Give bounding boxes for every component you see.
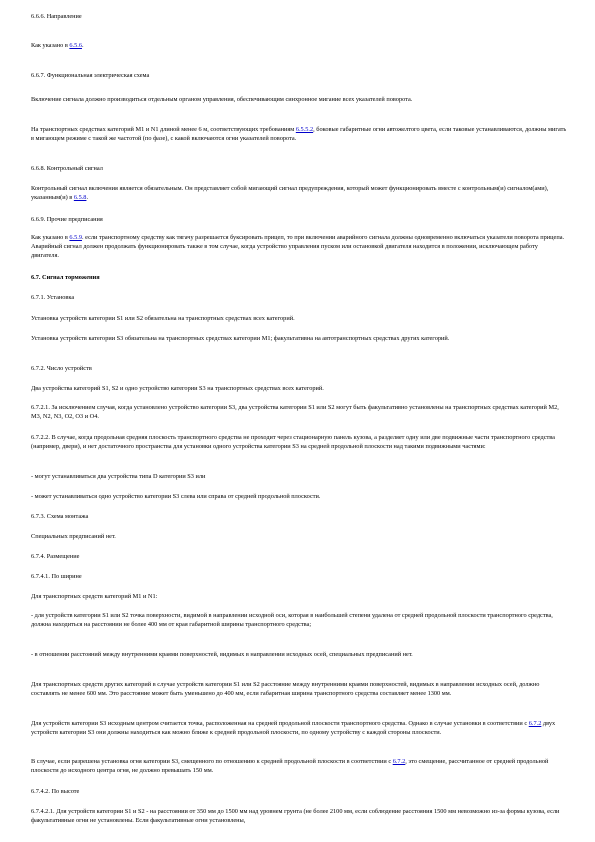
- paragraph-1: Как указано в 6.5.6.: [31, 42, 84, 49]
- paragraph-10: 6.7.1. Установка: [31, 294, 75, 301]
- paragraph-6: Контрольный сигнал включения является обязательным. Он представляет собой мигающий сигнал предупреждения, который может функционировать вместе с контрольным(и) сигналом(ами), указанным(и) в 6.5.8.: [31, 185, 549, 202]
- section-link[interactable]: 6.5.8: [73, 194, 87, 202]
- paragraph-12: Установка устройств категории S3 обязательна на транспортных средствах категории M1; факультативна на автотранспортных средствах других категорий.: [31, 335, 450, 342]
- paragraph-25: - в отношении расстояний между внутренними краями поверхностей, видимых в направлении исходных осей, специальных предписаний нет.: [31, 651, 413, 658]
- paragraph-5: 6.6.8. Контрольный сигнал: [31, 165, 103, 172]
- section-link[interactable]: 6.7.2: [392, 758, 406, 765]
- paragraph-7: 6.6.9. Прочие предписания: [31, 216, 103, 223]
- paragraph-2: 6.6.7. Функциональная электрическая схема: [31, 72, 150, 79]
- paragraph-21: 6.7.4. Размещение: [31, 553, 80, 560]
- paragraph-13: 6.7.2. Число устройств: [31, 365, 92, 372]
- paragraph-9: 6.7. Сигнал торможения: [31, 274, 100, 281]
- section-link[interactable]: 6.5.5.2: [295, 126, 314, 133]
- paragraph-27: Для устройств категории S3 исходным центром считается точка, расположенная на средней продольной плоскости транспортного средства. Однако в случае установки в соответствии с 6.7.2 двух устройств категории S3 они должны находиться как можно ближе к средней продольной плоскости, по одному устройству с каждой стороны плоскости.: [31, 720, 556, 737]
- section-link[interactable]: 6.7.2: [528, 720, 542, 727]
- paragraph-28: В случае, если разрешена установка огня категории S3, смещенного по отношению к средней продольной плоскости в соответствии с 6.7.2, это смещение, рассчитанное от средней продольной плоскости до исходного центра огня, не должно превышать 150 мм.: [31, 758, 549, 775]
- paragraph-24: - для устройств категории S1 или S2 точка поверхности, видимой в направлении исходной оси, которая в наибольшей степени удалена от средней продольной плоскости транспортного средства, должна находиться на расстоянии не более 400 мм от края габаритной ширины транспортного средства;: [31, 612, 553, 629]
- paragraph-29: 6.7.4.2. По высоте: [31, 788, 80, 795]
- section-link[interactable]: 6.5.6: [69, 42, 82, 49]
- paragraph-16: 6.7.2.2. В случае, когда продольная средняя плоскость транспортного средства не проходит через стационарную панель кузова, а разделяет одну или две подвижные части транспортного средства (например, двери), и нет достаточного пространства для установки одного устройства категории S3 на средней продольной плоскости над такими подвижными частями:: [31, 434, 555, 451]
- paragraph-22: 6.7.4.1. По ширине: [31, 573, 82, 580]
- paragraph-0: 6.6.6. Направление: [31, 13, 82, 20]
- paragraph-4: На транспортных средствах категорий M1 и N1 длиной менее 6 м, соответствующих требованиям 6.5.5.2, боковые габаритные огни автожелтого цвета, если таковые устанавливаются, должны мигать в мигающем режиме с такой же частотой (по фазе), с какой включаются огни указателей поворота.: [31, 126, 567, 143]
- paragraph-26: Для транспортных средств других категорий в случае устройств категории S1 или S2 расстояние между внутренними краями поверхностей, видимых в направлении исходных осей, должно составлять не менее 600 мм. Это расстояние может быть уменьшено до 400 мм, если габаритная ширина транспортного средства составляет менее 1300 мм.: [31, 681, 540, 698]
- paragraph-8: Как указано в 6.5.9. если транспортному средству как тягачу разрешается буксировать прицеп, то при включении аварийного сигнала должны одновременно включаться указатели поворота прицепа. Аварийный сигнал должен продолжать функционировать также в том случае, когда устройство управления пуском или остановкой двигателя находится в положении, исключающем работу двигателя.: [31, 234, 565, 260]
- paragraph-3: Включение сигнала должно производиться отдельным органом управления, обеспечивающим синхронное мигание всех указателей поворота.: [31, 96, 413, 103]
- paragraph-15: 6.7.2.1. За исключением случая, когда установлено устройство категории S3, два устройства категории S1 или S2 могут быть факультативно установлены на транспортных средствах категорий M2, M3, N2, N3, O2, O3 и O4.: [31, 404, 559, 421]
- paragraph-18: - может устанавливаться одно устройство категории S3 слева или справа от средней продольной плоскости.: [31, 493, 321, 500]
- paragraph-14: Два устройства категорий S1, S2 и одно устройство категории S3 на транспортных средствах всех категорий.: [31, 385, 324, 392]
- section-link[interactable]: 6.5.9: [69, 234, 82, 241]
- paragraph-30: 6.7.4.2.1. Для устройств категории S1 и S2 - на расстоянии от 350 мм до 1500 мм над уровнем грунта (не более 2100 мм, если соблюдение расстояния 1500 мм невозможно из-за формы кузова, если факультативные огни не установлены. Если факультативные огни установлены,: [31, 808, 560, 825]
- paragraph-20: Специальных предписаний нет.: [31, 533, 116, 540]
- paragraph-19: 6.7.3. Схема монтажа: [31, 513, 89, 520]
- paragraph-23: Для транспортных средств категорий M1 и N1:: [31, 593, 158, 600]
- paragraph-11: Установка устройств категории S1 или S2 обязательна на транспортных средствах всех категорий.: [31, 315, 295, 322]
- paragraph-17: - могут устанавливаться два устройства типа D категории S3 или: [31, 473, 206, 480]
